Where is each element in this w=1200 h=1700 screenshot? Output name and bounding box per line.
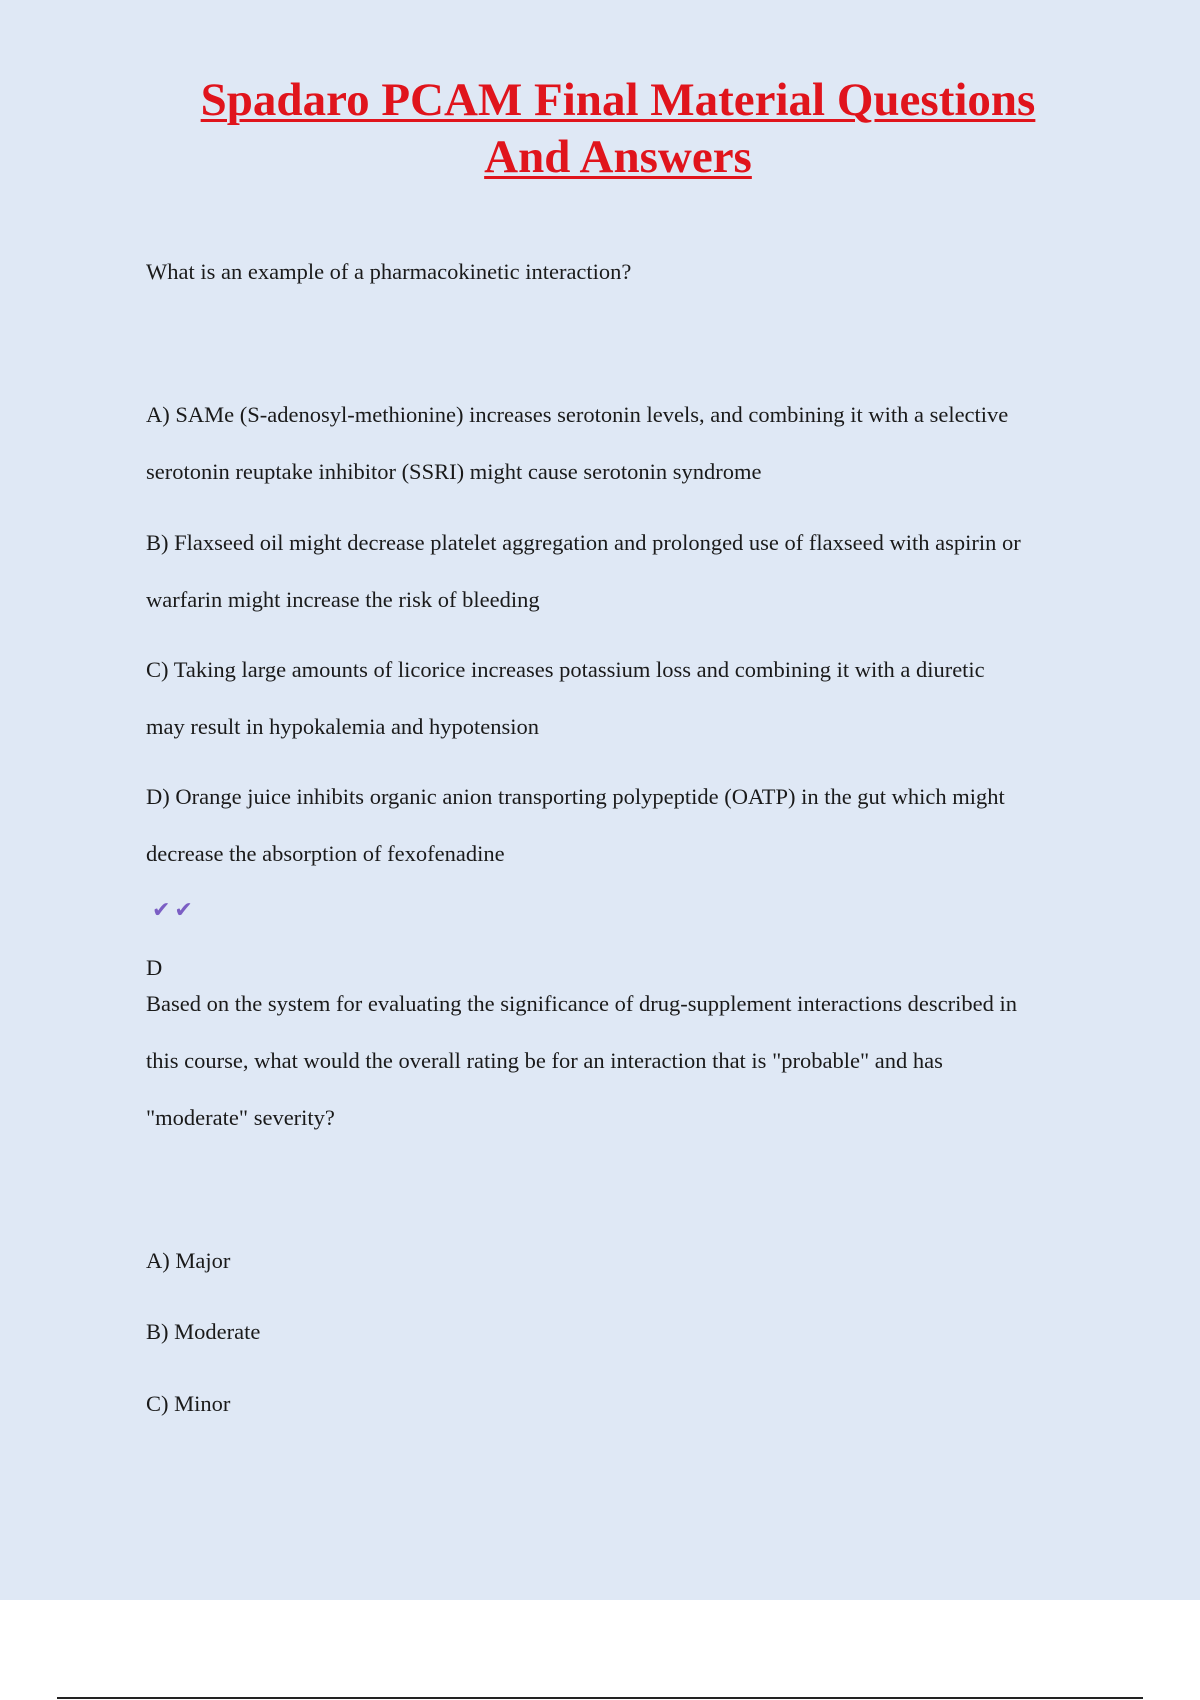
question-2-option-a: A) Major [146, 1248, 231, 1273]
question-2-text [146, 975, 1106, 1146]
option-line [146, 825, 1106, 996]
option-line: B) Flaxseed oil might decrease platelet aggregation and prolonged use of flaxseed with aspirin or [146, 530, 1021, 555]
checkmark-icon: ✔✔ [152, 898, 197, 923]
question-1-option-d [146, 768, 1106, 996]
option-line: serotonin reuptake inhibitor (SSRI) might cause serotonin syndrome [146, 459, 762, 484]
document-title-line1: Spadaro PCAM Final Material Questions [200, 74, 1036, 126]
question-line: "moderate" severity? [146, 1105, 335, 1130]
question-1-option-c [146, 641, 1106, 755]
question-line: this course, what would the overall rating be for an interaction that is "probable" and has [146, 1048, 943, 1073]
question-1-option-a [146, 386, 1106, 500]
option-line: D) Orange juice inhibits organic anion transporting polypeptide (OATP) in the gut which might [146, 784, 1005, 809]
document-title-line2: And Answers [484, 131, 752, 183]
option-line: C) Taking large amounts of licorice increases potassium loss and combining it with a diuretic [146, 657, 985, 682]
question-line: Based on the system for evaluating the significance of drug-supplement interactions described in [146, 991, 1017, 1016]
option-line: A) SAMe (S-adenosyl-methionine) increases serotonin levels, and combining it with a selective [146, 402, 1009, 427]
option-line: warfarin might increase the risk of bleeding [146, 587, 540, 612]
option-line-text: decrease the absorption of fexofenadine [146, 841, 505, 866]
question-2-option-c: C) Minor [146, 1391, 231, 1416]
question-1-text: What is an example of a pharmacokinetic interaction? [146, 259, 632, 284]
question-2-option-b: B) Moderate [146, 1319, 261, 1344]
answer-letter: D [146, 955, 163, 980]
document-title [0, 72, 1200, 186]
footer-divider [57, 1697, 1143, 1699]
question-1-option-b [146, 514, 1106, 628]
option-line: may result in hypokalemia and hypotension [146, 714, 540, 739]
